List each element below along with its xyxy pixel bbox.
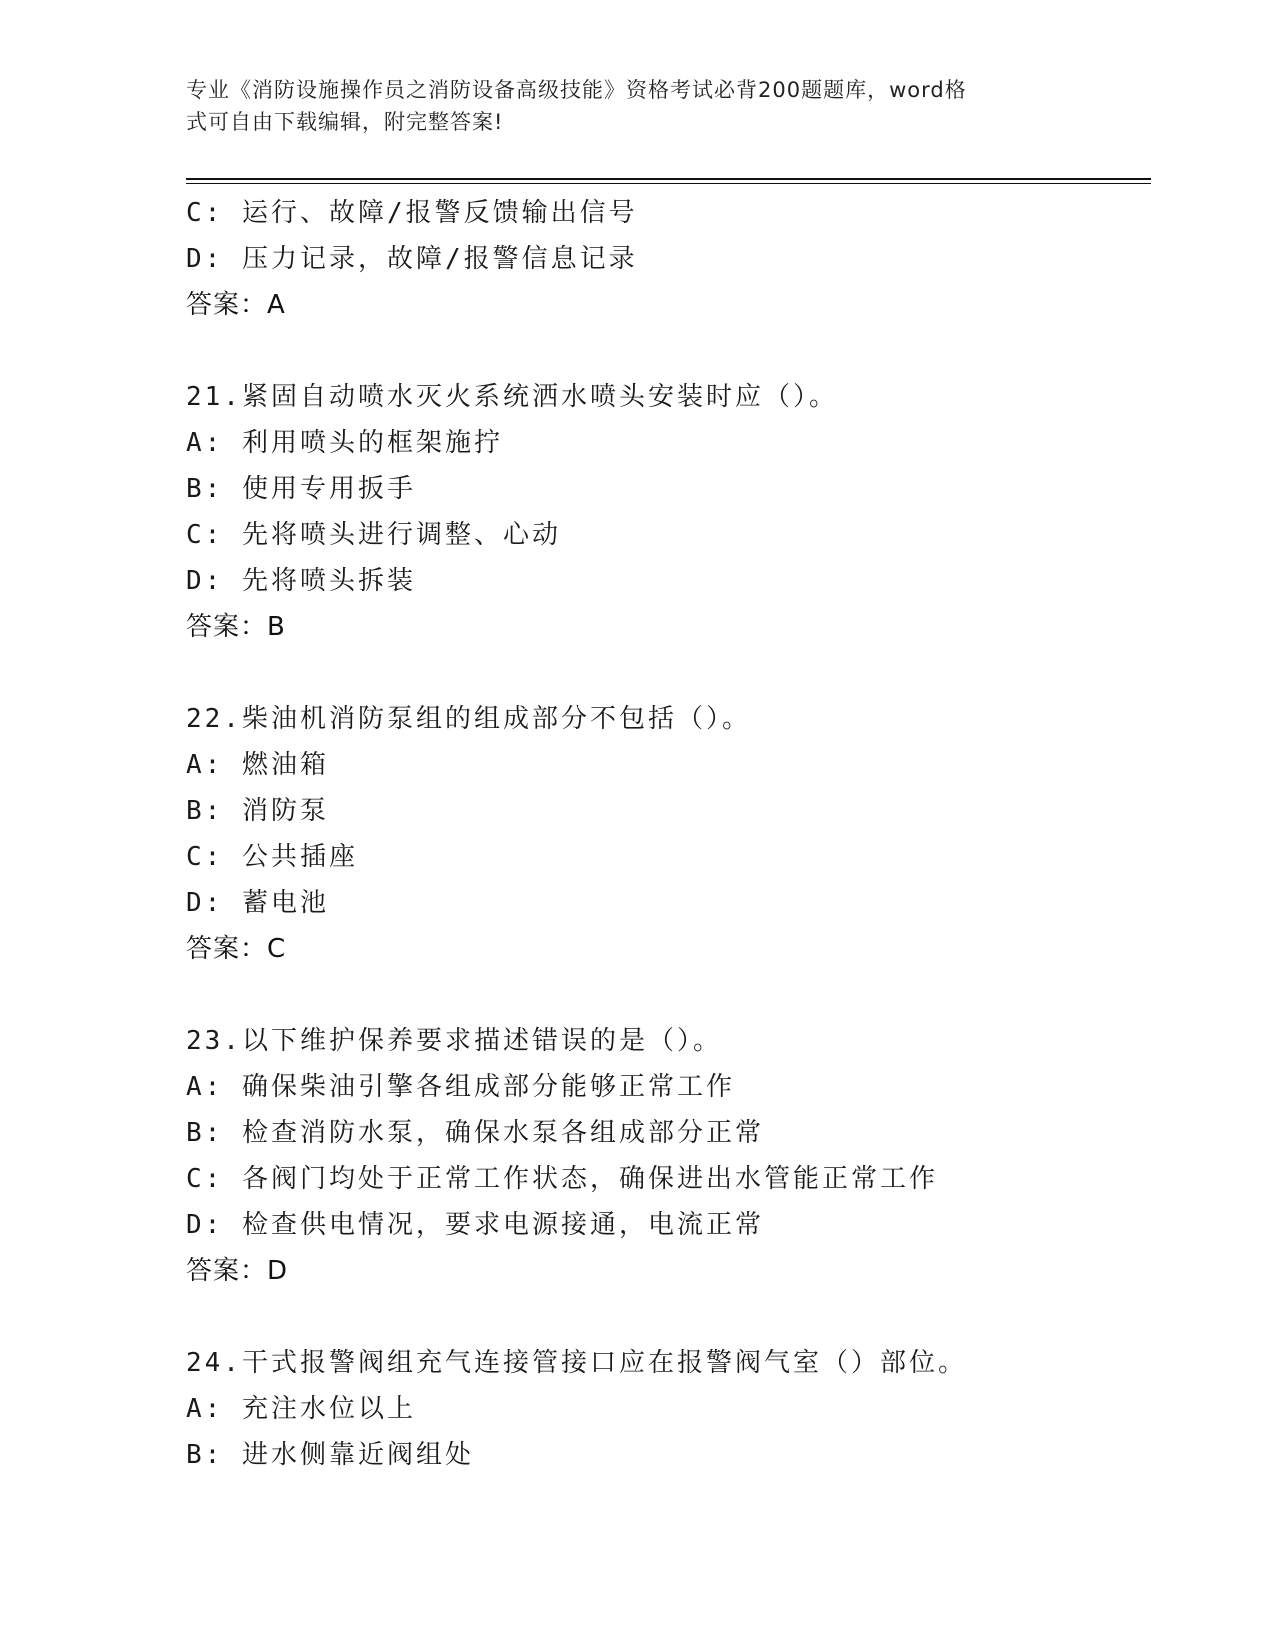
option-d: D: 检查供电情况，要求电源接通，电流正常 xyxy=(186,1210,764,1240)
header-rule-thick xyxy=(186,178,1151,180)
option-c: C: 先将喷头进行调整、心动 xyxy=(186,520,561,550)
question-stem: 22.柴油机消防泵组的组成部分不包括（）。 xyxy=(186,704,751,734)
header-line-2: 式可自由下载编辑，附完整答案! xyxy=(186,110,504,134)
option-b: B: 使用专用扳手 xyxy=(186,474,416,504)
previous-question-tail xyxy=(186,190,1146,328)
question-stem: 23.以下维护保养要求描述错误的是（）。 xyxy=(186,1026,722,1056)
option-a: A: 确保柴油引擎各组成部分能够正常工作 xyxy=(186,1072,735,1102)
spacer xyxy=(186,972,1146,1018)
spacer xyxy=(186,1294,1146,1340)
question-21 xyxy=(186,374,1146,650)
document-header xyxy=(186,74,1066,138)
option-a: A: 燃油箱 xyxy=(186,750,329,780)
option-d: D: 先将喷头拆装 xyxy=(186,566,416,596)
spacer xyxy=(186,328,1146,374)
answer-line: 答案：D xyxy=(186,1256,289,1286)
option-c: C: 各阀门均处于正常工作状态，确保进出水管能正常工作 xyxy=(186,1164,938,1194)
header-rule-thin xyxy=(186,183,1151,184)
option-d: D: 压力记录，故障/报警信息记录 xyxy=(186,244,638,274)
header-line-1: 专业《消防设施操作员之消防设备高级技能》资格考试必背200题题库，word格 xyxy=(186,78,967,102)
document-body xyxy=(186,190,1146,1478)
question-24 xyxy=(186,1340,1146,1478)
option-b: B: 进水侧靠近阀组处 xyxy=(186,1440,474,1470)
option-a: A: 利用喷头的框架施拧 xyxy=(186,428,503,458)
option-a: A: 充注水位以上 xyxy=(186,1394,416,1424)
option-b: B: 检查消防水泵，确保水泵各组成部分正常 xyxy=(186,1118,764,1148)
question-22 xyxy=(186,696,1146,972)
answer-line: 答案：B xyxy=(186,612,286,642)
question-stem: 21.紧固自动喷水灭火系统洒水喷头安装时应（）。 xyxy=(186,382,838,412)
option-c: C: 公共插座 xyxy=(186,842,358,872)
option-d: D: 蓄电池 xyxy=(186,888,329,918)
option-b: B: 消防泵 xyxy=(186,796,329,826)
answer-line: 答案：C xyxy=(186,934,287,964)
question-stem: 24.干式报警阀组充气连接管接口应在报警阀气室（）部位。 xyxy=(186,1348,967,1378)
spacer xyxy=(186,650,1146,696)
answer-line: 答案：A xyxy=(186,290,286,320)
option-c: C: 运行、故障/报警反馈输出信号 xyxy=(186,198,638,228)
question-23 xyxy=(186,1018,1146,1294)
